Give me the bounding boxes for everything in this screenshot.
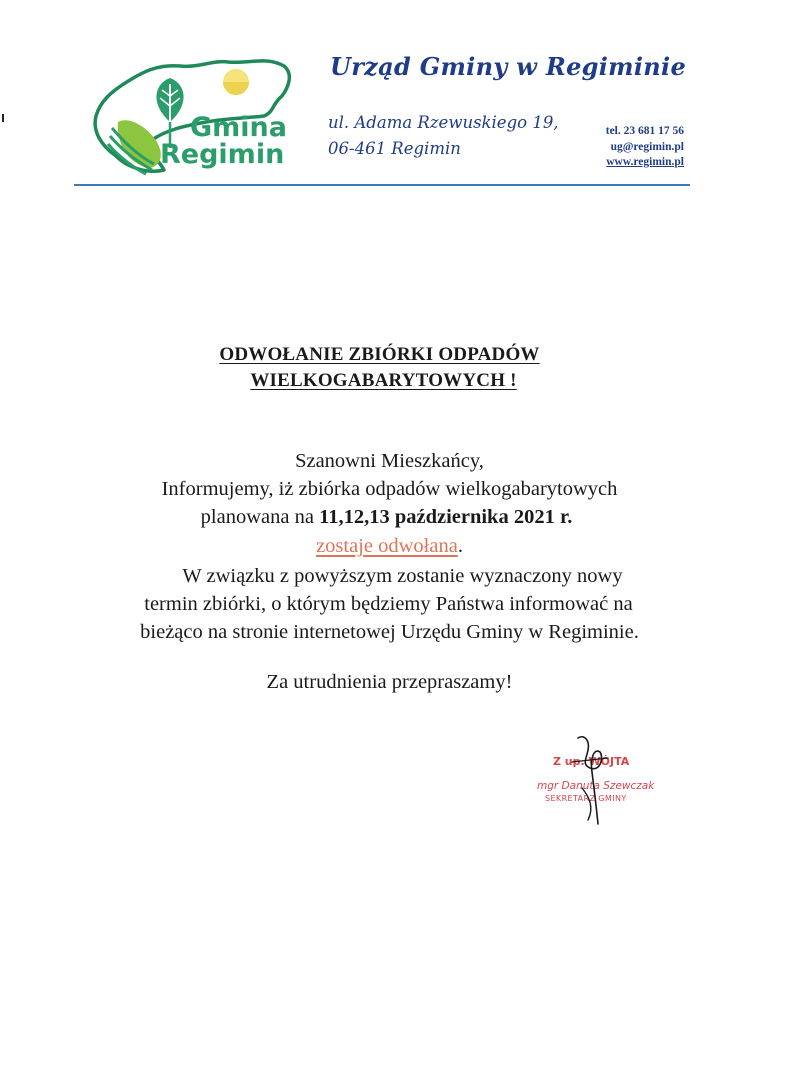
stamp-signatory: mgr Danuta Szewczak xyxy=(537,780,655,792)
body-line-3: planowana na 11,12,13 października 2021 r. xyxy=(200,506,573,528)
website-link[interactable]: www.regimin.pl xyxy=(606,156,684,168)
body-line-2: Informujemy, iż zbiórka odpadów wielkogabarytowych xyxy=(161,478,618,500)
closing-line: Za utrudnienia przepraszamy! xyxy=(266,671,513,693)
phone-number: tel. 23 681 17 56 xyxy=(605,125,684,137)
logo-text-regimin: Regimin xyxy=(160,139,285,170)
title-line-2: WIELKOGABARYTOWYCH ! xyxy=(250,370,517,391)
address-street: ul. Adama Rzewuskiego 19, xyxy=(328,113,559,132)
cancellation-notice: zostaje odwołana. xyxy=(316,535,463,557)
logo-text-gmina: Gmina xyxy=(190,112,287,143)
office-name: Urząd Gminy w Regiminie xyxy=(330,52,687,81)
greeting: Szanowni Mieszkańcy, xyxy=(295,450,484,472)
body-line-5: W związku z powyższym zostanie wyznaczony nowy xyxy=(182,565,623,587)
handwritten-signature xyxy=(560,728,620,828)
body-line-6: termin zbiórki, o którym będziemy Państwa informować na xyxy=(144,593,633,615)
stamp-position: SEKRETARZ GMINY xyxy=(545,794,627,803)
address-postcode: 06-461 Regimin xyxy=(328,139,461,158)
scan-mark xyxy=(2,114,4,122)
header-divider xyxy=(74,184,690,186)
title-line-1: ODWOŁANIE ZBIÓRKI ODPADÓW xyxy=(219,344,540,365)
collection-dates: 11,12,13 października 2021 r xyxy=(319,506,568,528)
stamp-authority: Z up. WÓJTA xyxy=(553,755,630,768)
email-address: ug@regimin.pl xyxy=(610,141,684,153)
body-line-7: bieżąco na stronie internetowej Urzędu Gminy w Regiminie. xyxy=(140,621,639,643)
